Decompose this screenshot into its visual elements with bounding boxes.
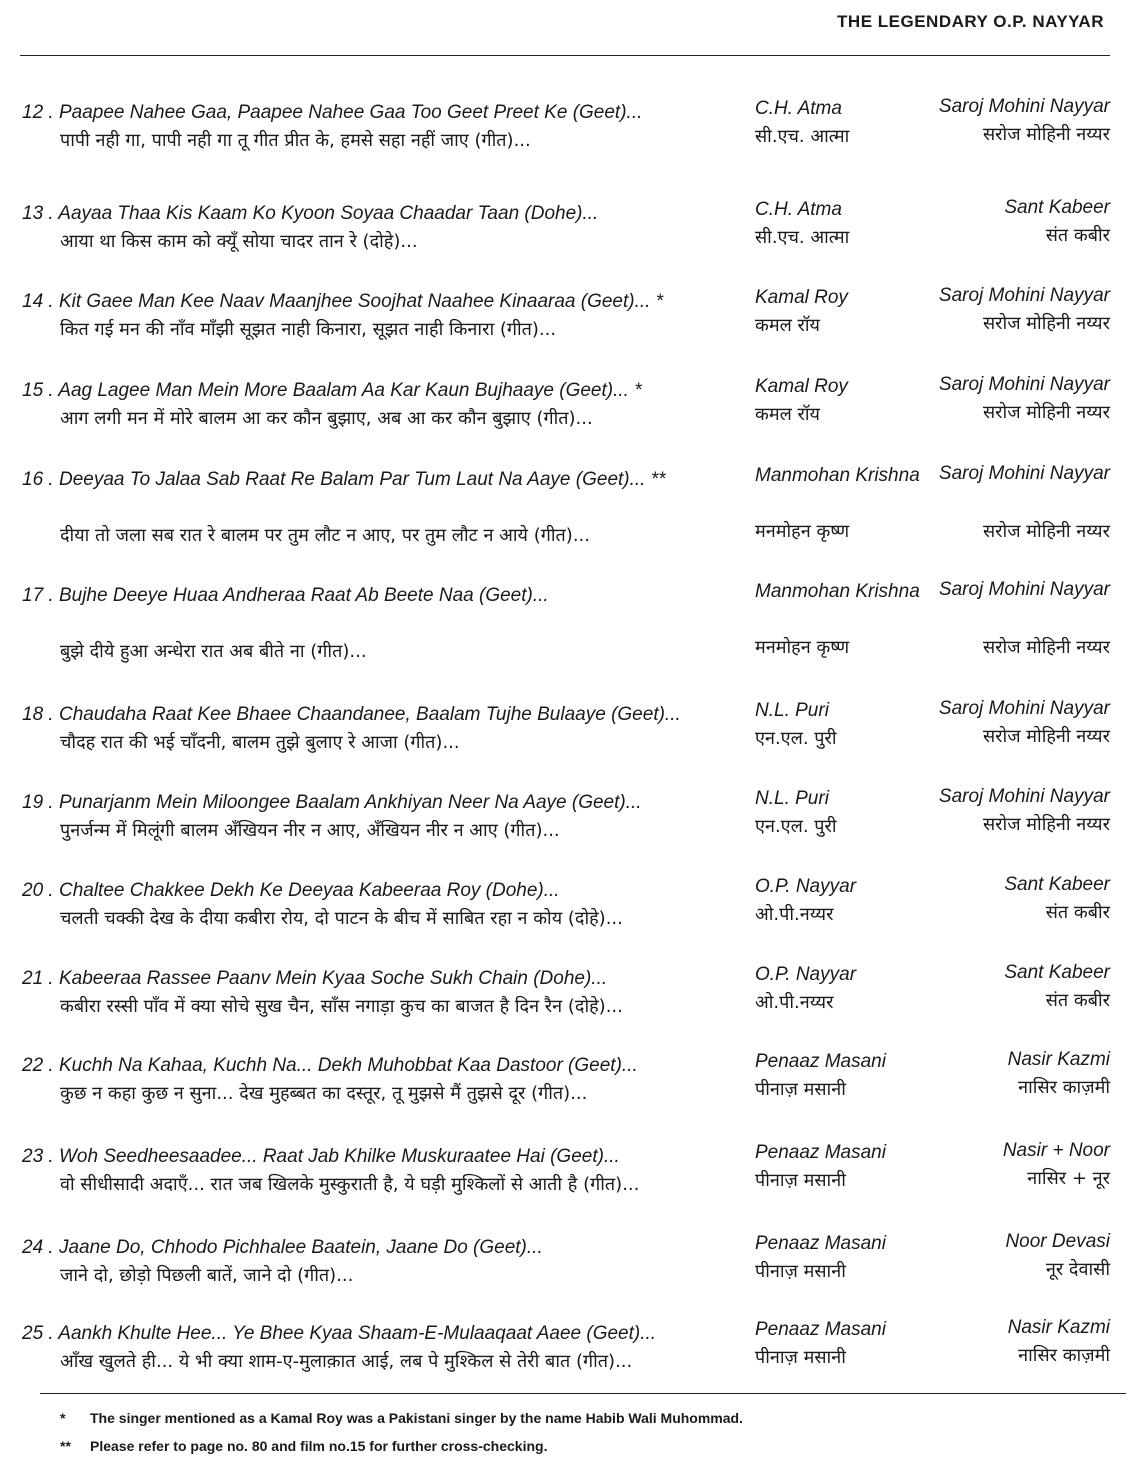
- song-title-hindi: आँख खुलते ही... ये भी क्या शाम-ए-मुलाक़ात आई, लब पे मुश्किल से तेरी बात (गीत)...: [60, 1351, 633, 1372]
- singer-english: Manmohan Krishna: [755, 581, 920, 602]
- lyricist-hindi: सरोज मोहिनी नय्यर: [983, 313, 1110, 334]
- lyricist-english: Sant Kabeer: [1004, 962, 1110, 983]
- singer-hindi: पीनाज़ मसानी: [755, 1347, 846, 1368]
- song-title-english: 25 . Aankh Khulte Hee... Ye Bhee Kyaa Shaam-E-Mulaaqaat Aaee (Geet)...: [22, 1323, 657, 1344]
- singer-english: Manmohan Krishna: [755, 465, 920, 486]
- page-header: [0, 0, 1148, 60]
- footnote: [60, 1410, 743, 1426]
- singer-hindi: एन.एल. पुरी: [755, 728, 837, 749]
- lyricist-english: Nasir Kazmi: [1007, 1049, 1110, 1070]
- footnote-divider: [40, 1393, 1126, 1394]
- lyricist-hindi: सरोज मोहिनी नय्यर: [983, 521, 1110, 542]
- singer-hindi: ओ.पी.नय्यर: [755, 904, 834, 925]
- song-title-hindi: जाने दो, छोड़ो पिछली बातें, जाने दो (गीत)...: [60, 1265, 354, 1286]
- lyricist-hindi: नूर देवासी: [1045, 1259, 1110, 1280]
- song-title-english: 22 . Kuchh Na Kahaa, Kuchh Na... Dekh Muhobbat Kaa Dastoor (Geet)...: [22, 1055, 638, 1076]
- song-title-english: 14 . Kit Gaee Man Kee Naav Maanjhee Soojhat Naahee Kinaaraa (Geet)... *: [22, 291, 664, 312]
- song-title-english: 19 . Punarjanm Mein Miloongee Baalam Ankhiyan Neer Na Aaye (Geet)...: [22, 792, 642, 813]
- singer-hindi: सी.एच. आत्मा: [755, 227, 850, 248]
- song-title-hindi: चौदह रात की भई चाँदनी, बालम तुझे बुलाए रे आजा (गीत)...: [60, 732, 460, 753]
- lyricist-english: Saroj Mohini Nayyar: [938, 374, 1110, 395]
- singer-english: Penaaz Masani: [755, 1233, 886, 1254]
- song-title-english: 17 . Bujhe Deeye Huaa Andheraa Raat Ab Beete Naa (Geet)...: [22, 585, 549, 606]
- singer-english: Kamal Roy: [755, 376, 848, 397]
- song-title-hindi: आग लगी मन में मोरे बालम आ कर कौन बुझाए, अब आ कर कौन बुझाए (गीत)...: [60, 408, 593, 429]
- song-entry: [0, 876, 1148, 960]
- singer-english: N.L. Puri: [755, 788, 829, 809]
- lyricist-hindi: संत कबीर: [1045, 902, 1110, 923]
- singer-hindi: मनमोहन कृष्ण: [755, 521, 850, 542]
- lyricist-hindi: सरोज मोहिनी नय्यर: [983, 726, 1110, 747]
- song-title-english: 18 . Chaudaha Raat Kee Bhaee Chaandanee, Baalam Tujhe Bulaaye (Geet)...: [22, 704, 681, 725]
- singer-hindi: पीनाज़ मसानी: [755, 1261, 846, 1282]
- lyricist-english: Nasir Kazmi: [1007, 1317, 1110, 1338]
- singer-english: O.P. Nayyar: [755, 964, 857, 985]
- song-title-english: 20 . Chaltee Chakkee Dekh Ke Deeyaa Kabeeraa Roy (Dohe)...: [22, 880, 560, 901]
- song-title-hindi: पापी नही गा, पापी नही गा तू गीत प्रीत के, हमसे सहा नहीं जाए (गीत)...: [60, 130, 531, 151]
- footnote-text: The singer mentioned as a Kamal Roy was a Pakistani singer by the name Habib Wali Muhommad.: [90, 1410, 743, 1426]
- lyricist-hindi: नासिर काज़मी: [1018, 1345, 1110, 1366]
- lyricist-english: Saroj Mohini Nayyar: [938, 463, 1110, 484]
- song-title-english: 12 . Paapee Nahee Gaa, Paapee Nahee Gaa Too Geet Preet Ke (Geet)...: [22, 102, 643, 123]
- song-title-hindi: दीया तो जला सब रात रे बालम पर तुम लौट न आए, पर तुम लौट न आये (गीत)...: [60, 525, 590, 546]
- song-title-english: 23 . Woh Seedheesaadee... Raat Jab Khilke Muskuraatee Hai (Geet)...: [22, 1146, 620, 1167]
- singer-hindi: सी.एच. आत्मा: [755, 126, 850, 147]
- page-title: THE LEGENDARY O.P. NAYYAR: [837, 12, 1104, 31]
- lyricist-english: Saroj Mohini Nayyar: [938, 698, 1110, 719]
- lyricist-english: Nasir + Noor: [1002, 1140, 1110, 1161]
- lyricist-hindi: सरोज मोहिनी नय्यर: [983, 402, 1110, 423]
- song-entry: [0, 1319, 1148, 1403]
- header-divider: [20, 55, 1110, 56]
- lyricist-hindi: संत कबीर: [1045, 990, 1110, 1011]
- footnote-marker: **: [60, 1438, 71, 1454]
- singer-english: C.H. Atma: [755, 98, 842, 119]
- singer-english: O.P. Nayyar: [755, 876, 857, 897]
- song-title-hindi: आया था किस काम को क्यूँ सोया चादर तान रे (दोहे)...: [60, 231, 418, 252]
- singer-english: Penaaz Masani: [755, 1319, 886, 1340]
- footnote-marker: *: [60, 1410, 66, 1426]
- song-entry: [0, 1051, 1148, 1135]
- singer-english: N.L. Puri: [755, 700, 829, 721]
- singer-hindi: कमल रॉय: [755, 404, 820, 425]
- song-title-english: 21 . Kabeeraa Rassee Paanv Mein Kyaa Soche Sukh Chain (Dohe)...: [22, 968, 608, 989]
- lyricist-hindi: नासिर काज़मी: [1018, 1077, 1110, 1098]
- lyricist-english: Sant Kabeer: [1004, 874, 1110, 895]
- lyricist-english: Noor Devasi: [1005, 1231, 1110, 1252]
- song-title-hindi: बुझे दीये हुआ अन्धेरा रात अब बीते ना (गीत)...: [60, 641, 367, 662]
- song-title-hindi: चलती चक्की देख के दीया कबीरा रोय, दो पाटन के बीच में साबित रहा न कोय (दोहे)...: [60, 908, 623, 929]
- singer-english: Penaaz Masani: [755, 1051, 886, 1072]
- singer-hindi: मनमोहन कृष्ण: [755, 637, 850, 658]
- lyricist-english: Saroj Mohini Nayyar: [938, 285, 1110, 306]
- song-entry: [0, 1142, 1148, 1226]
- lyricist-hindi: संत कबीर: [1045, 225, 1110, 246]
- singer-english: Penaaz Masani: [755, 1142, 886, 1163]
- song-title-hindi: कुछ न कहा कुछ न सुना... देख मुहब्बत का दस्तूर, तू मुझसे मैं तुझसे दूर (गीत)...: [60, 1083, 588, 1104]
- song-title-english: 16 . Deeyaa To Jalaa Sab Raat Re Balam Par Tum Laut Na Aaye (Geet)... **: [22, 469, 666, 490]
- lyricist-hindi: सरोज मोहिनी नय्यर: [983, 637, 1110, 658]
- song-entry: [0, 964, 1148, 1048]
- singer-english: C.H. Atma: [755, 199, 842, 220]
- lyricist-english: Saroj Mohini Nayyar: [938, 786, 1110, 807]
- song-title-hindi: कबीरा रस्सी पाँव में क्या सोचे सुख चैन, साँस नगाड़ा कुच का बाजत है दिन रैन (दोहे)...: [60, 996, 623, 1017]
- lyricist-english: Saroj Mohini Nayyar: [938, 579, 1110, 600]
- lyricist-hindi: सरोज मोहिनी नय्यर: [983, 814, 1110, 835]
- song-entry: [0, 465, 1148, 549]
- singer-hindi: एन.एल. पुरी: [755, 816, 837, 837]
- footnote-text: Please refer to page no. 80 and film no.15 for further cross-checking.: [90, 1438, 548, 1454]
- singer-english: Kamal Roy: [755, 287, 848, 308]
- singer-hindi: पीनाज़ मसानी: [755, 1170, 846, 1191]
- song-entry: [0, 788, 1148, 872]
- song-title-english: 13 . Aayaa Thaa Kis Kaam Ko Kyoon Soyaa Chaadar Taan (Dohe)...: [22, 203, 599, 224]
- song-entry: [0, 581, 1148, 665]
- song-title-english: 24 . Jaane Do, Chhodo Pichhalee Baatein, Jaane Do (Geet)...: [22, 1237, 543, 1258]
- song-entry: [0, 199, 1148, 283]
- lyricist-hindi: सरोज मोहिनी नय्यर: [983, 124, 1110, 145]
- lyricist-english: Sant Kabeer: [1004, 197, 1110, 218]
- song-entry: [0, 376, 1148, 460]
- song-title-hindi: वो सीधीसादी अदाएँ... रात जब खिलके मुस्कुराती है, ये घड़ी मुश्किलों से आती है (गीत)...: [60, 1174, 640, 1195]
- singer-hindi: ओ.पी.नय्यर: [755, 992, 834, 1013]
- singer-hindi: कमल रॉय: [755, 315, 820, 336]
- singer-hindi: पीनाज़ मसानी: [755, 1079, 846, 1100]
- song-title-hindi: कित गई मन की नाँव माँझी सूझत नाही किनारा, सूझत नाही किनारा (गीत)...: [60, 319, 557, 340]
- song-title-english: 15 . Aag Lagee Man Mein More Baalam Aa Kar Kaun Bujhaaye (Geet)... *: [22, 380, 642, 401]
- lyricist-english: Saroj Mohini Nayyar: [938, 96, 1110, 117]
- song-entry: [0, 287, 1148, 371]
- song-entry: [0, 700, 1148, 784]
- song-entry: [0, 1233, 1148, 1317]
- footnote: [60, 1438, 547, 1454]
- song-title-hindi: पुनर्जन्म में मिलूंगी बालम अँखियन नीर न आए, अँखियन नीर न आए (गीत)...: [60, 820, 560, 841]
- lyricist-hindi: नासिर + नूर: [1027, 1168, 1110, 1189]
- song-entry: [0, 98, 1148, 182]
